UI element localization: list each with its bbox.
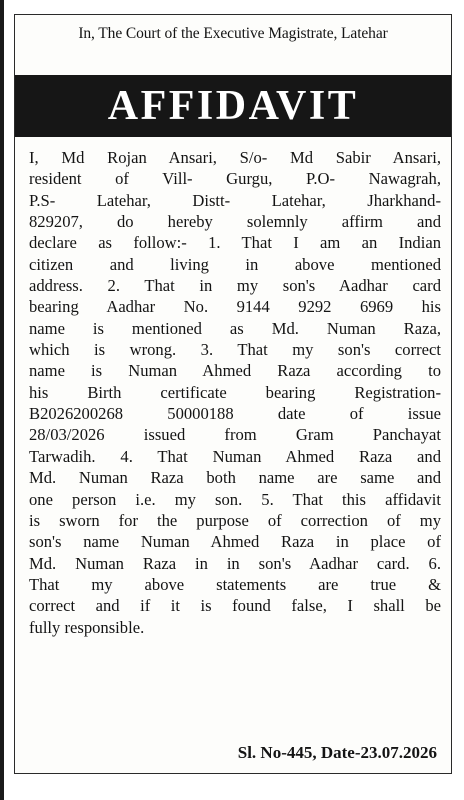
body-line: bearing Aadhar No. 9144 9292 6969 his [29,297,441,317]
body-line: resident of Vill- Gurgu, P.O- Nawagrah, [29,169,441,189]
body-line: Md. Numan Raza in in son's Aadhar card. 6. [29,553,441,573]
body-line: fully responsible. [29,617,145,637]
body-line: one person i.e. my son. 5. That this affidavit [29,489,441,509]
body-line: name is Numan Ahmed Raza according to [29,361,441,381]
body-line: I, Md Rojan Ansari, S/o- Md Sabir Ansari, [29,148,441,167]
body-line: P.S- Latehar, Distt- Latehar, Jharkhand- [29,190,441,210]
body-line: That my above statements are true & [29,574,441,594]
body-line: Tarwadih. 4. That Numan Ahmed Raza and [29,446,441,466]
court-heading: In, The Court of the Executive Magistrate, Latehar [78,25,388,42]
affidavit-title: AFFIDAVIT [15,75,451,137]
body-line: 829207, do hereby solemnly affirm and [29,212,441,232]
body-line: which is wrong. 3. That my son's correct [29,340,441,360]
body-line: B2026200268 50000188 date of issue [29,404,441,424]
body-line: 28/03/2026 issued from Gram Panchayat [29,425,441,445]
body-line: address. 2. That in my son's Aadhar card [29,276,441,296]
body-line: name is mentioned as Md. Numan Raza, [29,318,441,338]
body-line: is sworn for the purpose of correction of my [29,510,441,530]
body-line: son's name Numan Ahmed Raza in place of [29,532,441,552]
column-rule [0,0,4,800]
body-line: his Birth certificate bearing Registration- [29,382,441,402]
body-line: correct and if it is found false, I shall be [29,596,441,616]
body-line: citizen and living in above mentioned [29,254,441,274]
serial-date: Sl. No-445, Date-23.07.2026 [237,743,437,762]
affidavit-notice [14,14,452,774]
affidavit-body [29,147,441,638]
body-line: declare as follow:- 1. That I am an Indian [29,233,441,253]
body-line: Md. Numan Raza both name are same and [29,468,441,488]
